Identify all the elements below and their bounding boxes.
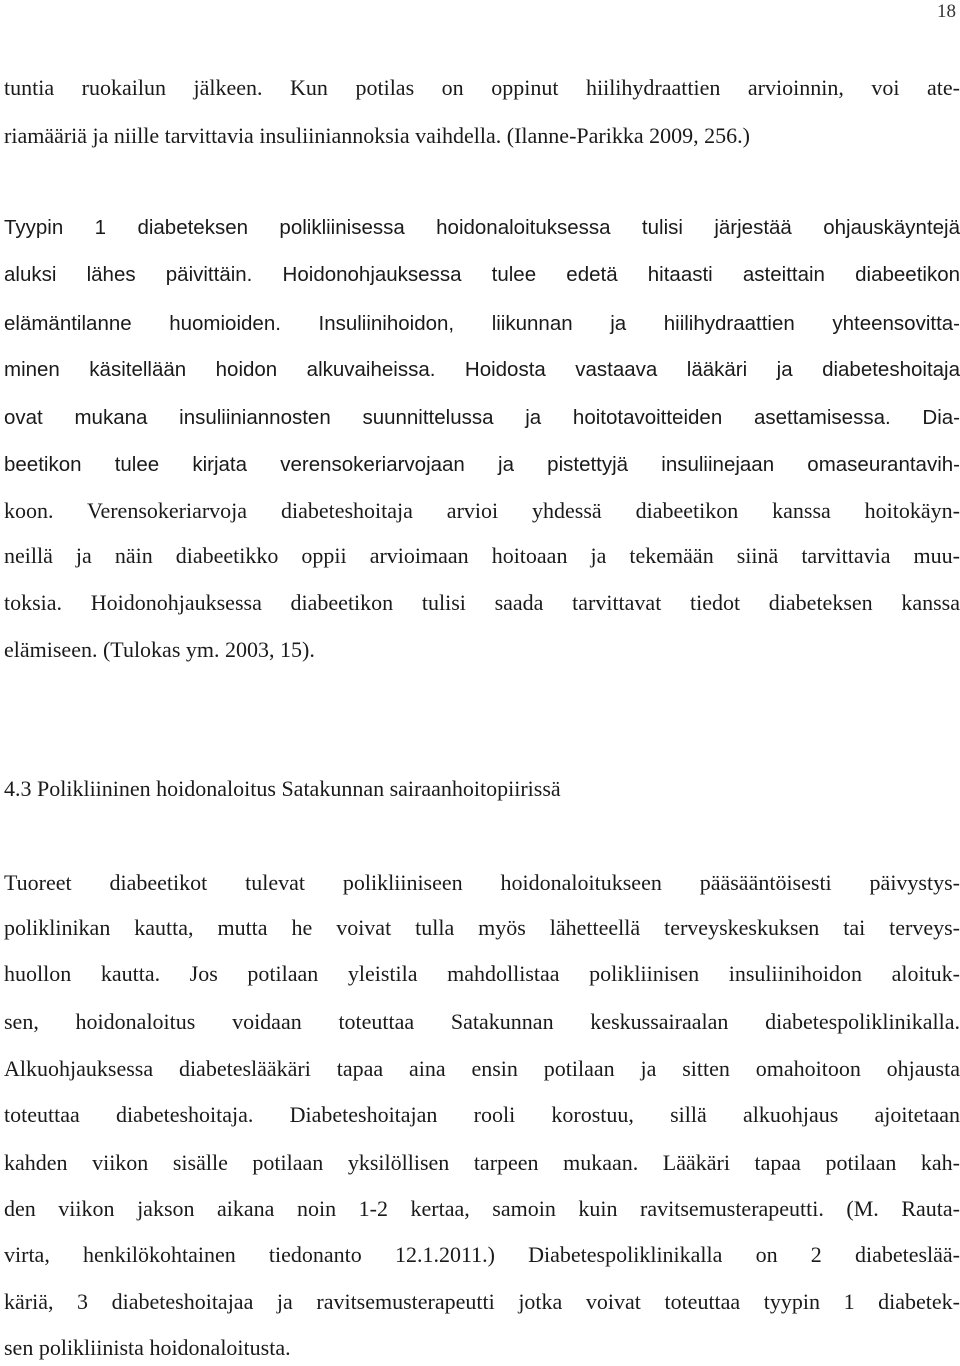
paragraph-line: käriä, 3 diabeteshoitajaa ja ravitsemusterapeutti jotka voivat toteuttaa tyypin 1 diabetek- [4,1289,960,1314]
paragraph-line: toksia. Hoidonohjauksessa diabeetikon tulisi saada tarvittavat tiedot diabeteksen kanssa [4,590,960,615]
paragraph-line: Alkuohjauksessa diabeteslääkäri tapaa aina ensin potilaan ja sitten omahoitoon ohjausta [4,1056,960,1081]
paragraph-line: toteuttaa diabeteshoitaja. Diabeteshoitajan rooli korostuu, sillä alkuohjaus ajoitetaan [4,1102,960,1127]
paragraph-line: kahden viikon sisälle potilaan yksilöllisen tarpeen mukaan. Lääkäri tapaa potilaan kah- [4,1150,960,1175]
paragraph-line: sen, hoidonaloitus voidaan toteuttaa Satakunnan keskussairaalan diabetespoliklinikalla. [4,1009,960,1034]
paragraph-line: Tuoreet diabeetikot tulevat polikliiniseen hoidonaloitukseen pääsääntöisesti päivystys- [4,870,960,895]
paragraph-line: riamääriä ja niille tarvittavia insuliiniannoksia vaihdella. (Ilanne-Parikka 2009, 256.) [4,123,750,148]
paragraph-line: tuntia ruokailun jälkeen. Kun potilas on oppinut hiilihydraattien arvioinnin, voi ate- [4,75,960,100]
paragraph-line: neillä ja näin diabeetikko oppii arvioimaan hoitoaan ja tekemään siinä tarvittavia muu- [4,543,960,568]
paragraph-line: koon. Verensokeriarvoja diabeteshoitaja arvioi yhdessä diabeetikon kanssa hoitokäyn- [4,498,960,523]
paragraph-line: Tyypin 1 diabeteksen polikliinisessa hoidonaloituksessa tulisi järjestää ohjauskäyntejä [4,216,960,239]
paragraph-line: minen käsitellään hoidon alkuvaiheissa. Hoidosta vastaava lääkäri ja diabeteshoitaja [4,358,960,381]
paragraph-line: elämiseen. (Tulokas ym. 2003, 15). [4,637,315,662]
section-heading: 4.3 Polikliininen hoidonaloitus Satakunnan sairaanhoitopiirissä [4,776,561,801]
paragraph-line: den viikon jakson aikana noin 1-2 kertaa, samoin kuin ravitsemusterapeutti. (M. Rauta- [4,1196,960,1221]
paragraph-line: huollon kautta. Jos potilaan yleistila mahdollistaa polikliinisen insuliinihoidon aloituk- [4,961,960,986]
paragraph-line: virta, henkilökohtainen tiedonanto 12.1.2011.) Diabetespoliklinikalla on 2 diabeteslää- [4,1242,960,1267]
paragraph-line: sen polikliinista hoidonaloitusta. [4,1335,291,1360]
paragraph-line: aluksi lähes päivittäin. Hoidonohjauksessa tulee edetä hitaasti asteittain diabeetikon [4,263,960,286]
paragraph-line: elämäntilanne huomioiden. Insuliinihoidon, liikunnan ja hiilihydraattien yhteensovitta- [4,312,960,335]
paragraph-line: beetikon tulee kirjata verensokeriarvojaan ja pistettyjä insuliinejaan omaseurantavih- [4,453,960,476]
page-number: 18 [937,1,956,22]
paragraph-line: poliklinikan kautta, mutta he voivat tulla myös lähetteellä terveyskeskuksen tai terveys- [4,915,960,940]
paragraph-line: ovat mukana insuliiniannosten suunnittelussa ja hoitotavoitteiden asettamisessa. Dia- [4,406,960,429]
